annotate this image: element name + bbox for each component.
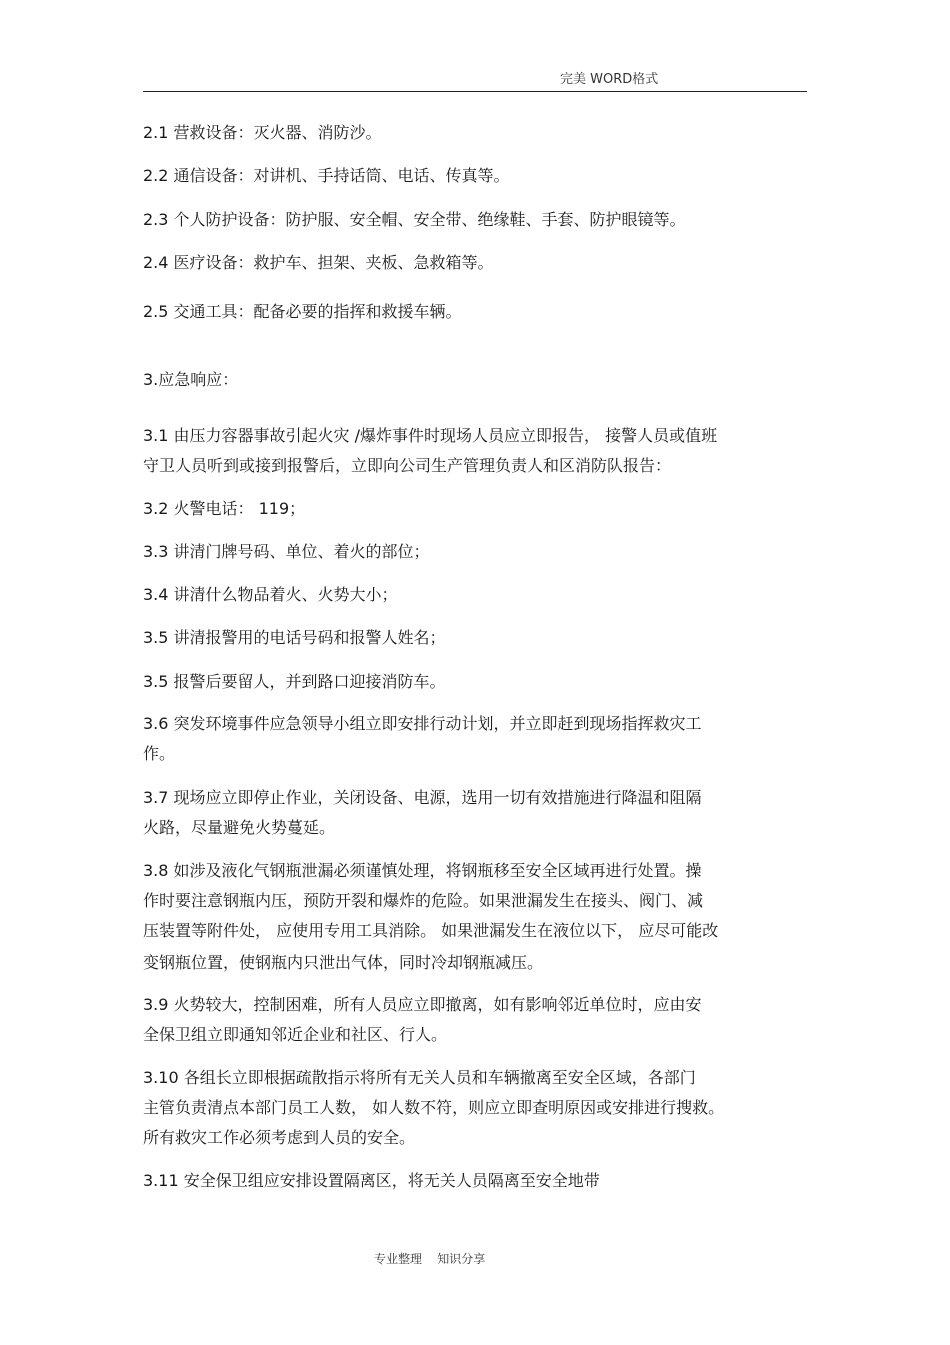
paragraph-line: 3.10 各组长立即根据疏散指示将所有无关人员和车辆撤离至安全区域，各部门 xyxy=(143,1068,696,1087)
paragraph-line: 2.2 通信设备：对讲机、手持话筒、电话、传真等。 xyxy=(143,166,510,185)
paragraph-line: 2.3 个人防护设备：防护服、安全帽、安全带、绝缘鞋、手套、防护眼镜等。 xyxy=(143,210,686,229)
paragraph-line: 作时要注意钢瓶内压，预防开裂和爆炸的危险。如果泄漏发生在接头、阀门、减 xyxy=(143,891,704,910)
header-divider xyxy=(143,91,807,92)
page-header-title: 完美 WORD格式 xyxy=(560,72,659,87)
paragraph-line: 作。 xyxy=(143,744,176,763)
paragraph-line: 所有救灾工作必须考虑到人员的安全。 xyxy=(143,1128,416,1147)
paragraph-line: 2.1 营救设备：灭火器、消防沙。 xyxy=(143,123,382,142)
paragraph-line: 2.5 交通工具：配备必要的指挥和救援车辆。 xyxy=(143,302,462,321)
paragraph-line: 2.4 医疗设备：救护车、担架、夹板、急救箱等。 xyxy=(143,253,494,272)
paragraph-line: 压装置等附件处， 应使用专用工具消除。 如果泄漏发生在液位以下， 应尽可能改 xyxy=(143,921,719,940)
paragraph-line: 3.6 突发环境事件应急领导小组立即安排行动计划，并立即赶到现场指挥救灾工 xyxy=(143,714,702,733)
paragraph-line: 3.3 讲清门牌号码、单位、着火的部位； xyxy=(143,542,430,561)
section-heading: 3.应急响应： xyxy=(143,370,239,389)
paragraph-line: 变钢瓶位置，使钢瓶内只泄出气体，同时冷却钢瓶减压。 xyxy=(143,953,544,972)
paragraph-line: 火路，尽量避免火势蔓延。 xyxy=(143,818,336,837)
paragraph-line: 主管负责清点本部门员工人数， 如人数不符，则应立即查明原因或安排进行搜救。 xyxy=(143,1098,725,1117)
paragraph-line: 3.8 如涉及液化气钢瓶泄漏必须谨慎处理，将钢瓶移至安全区域再进行处置。操 xyxy=(143,861,702,880)
paragraph-line: 3.9 火势较大，控制困难，所有人员应立即撤离，如有影响邻近单位时，应由安 xyxy=(143,995,702,1014)
page-footer-text: 专业整理 知识分享 xyxy=(374,1252,486,1266)
paragraph-line: 3.5 讲清报警用的电话号码和报警人姓名； xyxy=(143,628,446,647)
paragraph-line: 3.2 火警电话： 119； xyxy=(143,499,306,518)
paragraph-line: 3.1 由压力容器事故引起火灾 /爆炸事件时现场人员应立即报告， 接警人员或值班 xyxy=(143,426,718,445)
paragraph-line: 3.4 讲清什么物品着火、火势大小； xyxy=(143,585,398,604)
paragraph-line: 3.7 现场应立即停止作业，关闭设备、电源，选用一切有效措施进行降温和阻隔 xyxy=(143,788,702,807)
paragraph-line: 全保卫组立即通知邻近企业和社区、行人。 xyxy=(143,1025,448,1044)
paragraph-line: 3.5 报警后要留人，并到路口迎接消防车。 xyxy=(143,672,446,691)
paragraph-line: 守卫人员听到或接到报警后，立即向公司生产管理负责人和区消防队报告： xyxy=(143,456,672,475)
paragraph-line: 3.11 安全保卫组应安排设置隔离区，将无关人员隔离至安全地带 xyxy=(143,1171,600,1190)
